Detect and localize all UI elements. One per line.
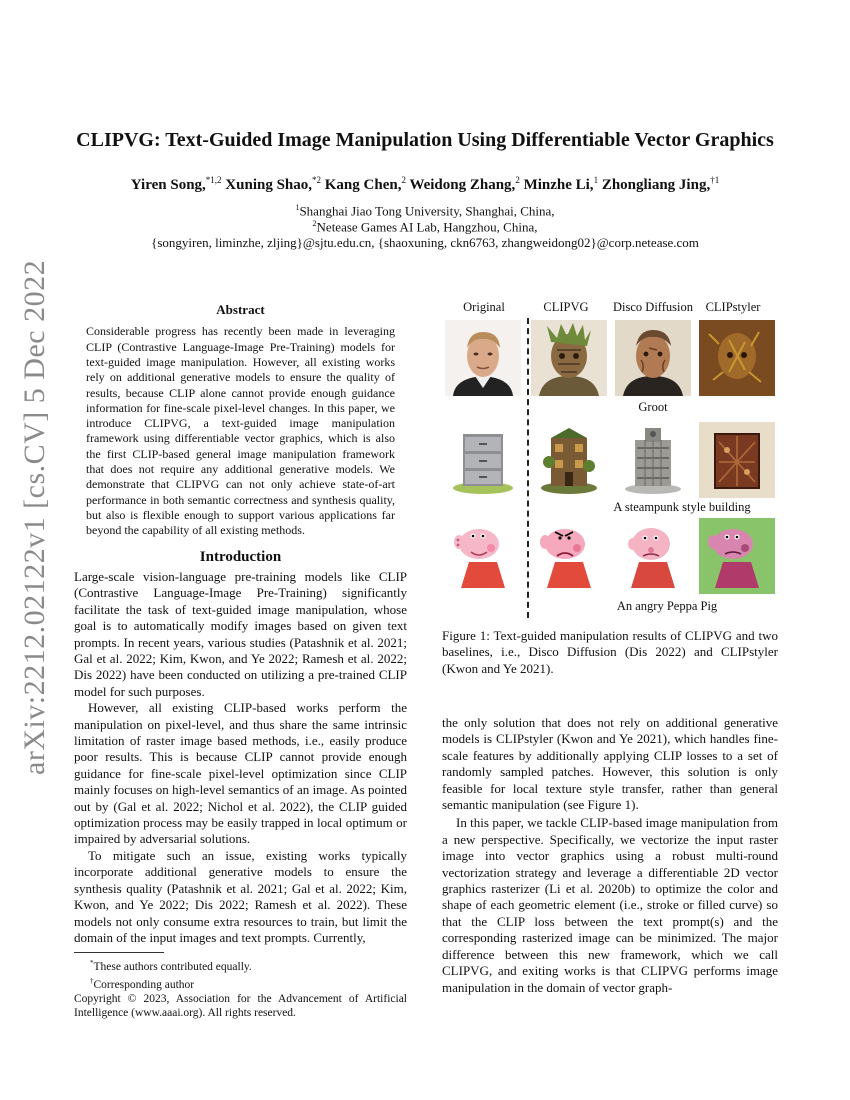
footnote-text: Corresponding author: [93, 978, 195, 991]
peppa-disco-diffusion-image: [615, 518, 691, 594]
building-clipvg-image: [531, 422, 607, 498]
building-clipstyler-image: [699, 422, 775, 498]
body-paragraph: the only solution that does not rely on additional generative models is CLIPstyler (Kwon and Ye 2021), which handles fine-scale features by additionally applying CLIP losses to a set of randomly sampled patches. However, this solution is only feasible for local texture style transfer, rather than general semantic manipulation (see Figure 1).: [442, 715, 778, 813]
author-affiliation-mark: †1: [710, 175, 720, 185]
body-paragraph: In this paper, we tackle CLIP-based image manipulation from a new perspective. Specifically, we vectorize the input raster image into vector graphics using a robust multi-round vectorization strategy and leverage a differentiable 2D vector graphics rasterizer (Li et al. 2020b) to optimize the color and shape of each geometric element (i.e., stroke or filled curve) so that the CLIP loss between the text prompt(s) and the corresponding rasterized image can be minimized. The major difference between this new framework, which we call CLIPVG, and exiting works is that CLIPVG performs image manipulation in the domain of vector graph-: [442, 815, 778, 995]
column-header-clipstyler: CLIPstyler: [705, 300, 761, 314]
footnote-text: These authors contributed equally.: [93, 961, 252, 974]
peppa-clipvg-image: [531, 518, 607, 594]
row-caption-groot: Groot: [638, 400, 668, 414]
footnote-mark: *: [90, 959, 94, 968]
column-header-disco-diffusion: Disco Diffusion: [613, 300, 693, 314]
author-affiliation-mark: 2: [401, 175, 406, 185]
affiliation-mark: 1: [295, 203, 300, 212]
right-column: [442, 715, 778, 996]
author-list: [40, 175, 810, 194]
author-affiliation-mark: 1: [593, 175, 599, 185]
author-name: Xuning Shao,: [225, 177, 313, 193]
author-name: Kang Chen,: [324, 177, 402, 193]
affiliation-2: [40, 219, 810, 235]
face-clipstyler-image: [699, 320, 775, 396]
figure-divider: [527, 318, 529, 618]
building-original-image: [445, 422, 521, 498]
column-header-original: Original: [463, 300, 505, 314]
face-clipvg-groot-image: [531, 320, 607, 396]
introduction-heading: Introduction: [199, 548, 282, 565]
figure-1: [437, 300, 777, 620]
author-name: Yiren Song,: [130, 177, 206, 193]
footnote: [74, 975, 407, 992]
peppa-original-image: [445, 518, 521, 594]
face-disco-diffusion-image: [615, 320, 691, 396]
intro-paragraph: To mitigate such an issue, existing works typically incorporate additional generative models to ensure the synthesis quality (Patashnik et al. 2021; Gal et al. 2022; Kim, Kwon, and Ye 2022; Dis 2022; Ramesh et al. 2022). These models not only consume extra resources to train, but limit the domain of the input images and text prompts. Currently,: [74, 847, 407, 945]
row-caption-steampunk: A steampunk style building: [613, 500, 751, 514]
abstract-body: Considerable progress has recently been made in leveraging CLIP (Contrastive Language-Image Pre-Training) models for text-guided image manipulation. However, all existing works rely on additional generative models to ensure the quality of results, because CLIP alone cannot provide enough guidance information for fine-scale pixel-level changes. In this paper, we introduce CLIPVG, a text-guided image manipulation framework using differentiable vector graphics, which is also the first CLIP-based general image manipulation framework that does not require any additional generative models. We demonstrate that CLIPVG can not only achieve state-of-art performance in both semantic correctness and synthesis quality, but also is flexible enough to support various applications far beyond the capability of all existing methods.: [86, 324, 395, 538]
abstract-heading: Abstract: [216, 302, 265, 317]
author-name: Zhongliang Jing,: [601, 177, 711, 193]
intro-paragraph: Large-scale vision-language pre-training models like CLIP (Contrastive Language-Image Pre-Training) significantly facilitate the task of text-guided image manipulation, whose goal is to automatically modify images based on given text prompts. In recent years, various studies (Patashnik et al. 2021; Gal et al. 2022; Kim, Kwon, and Ye 2022; Ramesh et al. 2022; Dis 2022) have been conducted on utilizing a pre-trained CLIP model for such purposes.: [74, 568, 407, 699]
author-name: Weidong Zhang,: [409, 177, 516, 193]
copyright-notice: Copyright © 2023, Association for the Advancement of Artificial Intelligence (www.aaai.org). All rights reserved.: [74, 992, 407, 1019]
affiliation-text: Shanghai Jiao Tong University, Shanghai, China,: [299, 203, 555, 219]
footnote: [74, 957, 407, 974]
author-affiliation-mark: *2: [312, 175, 322, 185]
left-column: [74, 302, 407, 1020]
author-affiliation-mark: 2: [515, 175, 520, 185]
figure-caption: Figure 1: Text-guided manipulation results of CLIPVG and two baselines, i.e., Disco Diffusion (Dis 2022) and CLIPstyler (Kwon and Ye 2021).: [442, 628, 778, 676]
row-caption-angry-peppa: An angry Peppa Pig: [616, 599, 718, 613]
footnote-mark: †: [90, 976, 94, 985]
column-header-clipvg: CLIPVG: [543, 300, 589, 314]
footnote-rule: [74, 952, 164, 953]
affiliation-text: Netease Games AI Lab, Hangzhou, China,: [316, 219, 538, 235]
author-emails: {songyiren, liminzhe, zljing}@sjtu.edu.cn, {shaoxuning, ckn6763, zhangweidong02}@corp.netease.com: [151, 235, 699, 250]
affiliation-1: [40, 203, 810, 219]
author-affiliation-mark: *1,2: [205, 175, 222, 185]
intro-paragraph: However, all existing CLIP-based works perform the manipulation on pixel-level, and thus share the same intrinsic limitation of raster image based methods, i.e., easily produce poor results. This is because CLIP cannot provide enough guidance for fine-scale pixel-level optimization since CLIP mainly focuses on high-level semantics of an image. As pointed out by (Gal et al. 2022; Nichol et al. 2022), the CLIP guided optimization process may be easily trapped in local optimum or impaired by adversarial solutions.: [74, 700, 407, 847]
author-name: Minzhe Li,: [523, 177, 594, 193]
building-disco-diffusion-image: [615, 422, 691, 498]
peppa-clipstyler-image: [699, 518, 775, 594]
paper-title: CLIPVG: Text-Guided Image Manipulation Using Differentiable Vector Graphics: [76, 129, 774, 151]
arxiv-identifier: arXiv:2212.02122v1 [cs.CV] 5 Dec 2022: [18, 259, 51, 775]
affiliation-mark: 2: [312, 219, 317, 228]
face-original-image: [445, 320, 521, 396]
